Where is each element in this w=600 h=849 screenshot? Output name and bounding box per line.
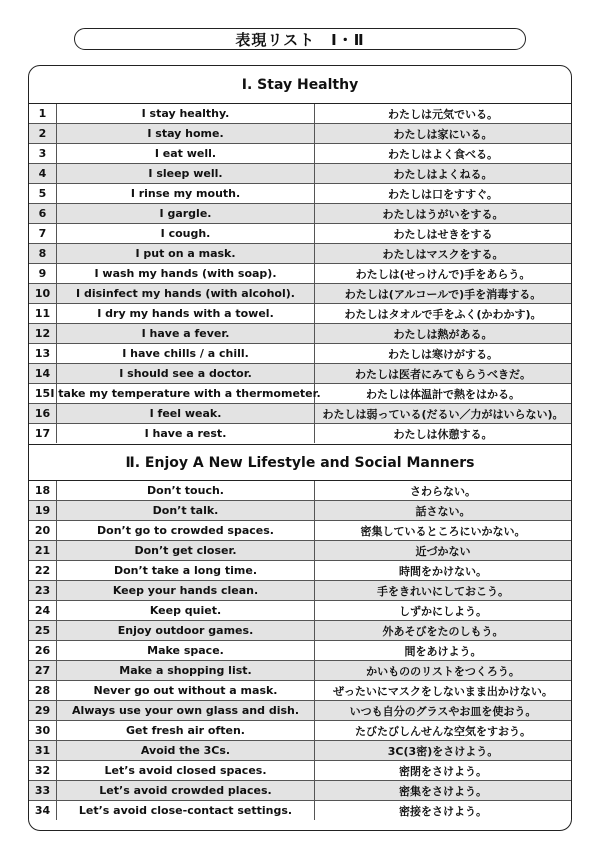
english-phrase: Let’s avoid close-contact settings.	[57, 801, 315, 820]
table-row	[29, 243, 571, 263]
japanese-phrase: さわらない。	[410, 484, 476, 498]
row-number: 23	[29, 581, 57, 600]
japanese-phrase: わたしは熱がある。	[393, 327, 493, 341]
row-number: 20	[29, 521, 57, 540]
table-row	[29, 580, 571, 600]
japanese-phrase: わたしは休憩する。	[393, 427, 493, 441]
row-number: 4	[29, 164, 57, 183]
table-row	[29, 263, 571, 283]
page-title: 表現リスト Ⅰ・Ⅱ	[74, 28, 526, 50]
row-number: 17	[29, 424, 57, 443]
row-number: 2	[29, 124, 57, 143]
japanese-phrase: わたしは元気でいる。	[388, 107, 498, 121]
table-row	[29, 183, 571, 203]
row-number: 22	[29, 561, 57, 580]
table-row	[29, 500, 571, 520]
row-number: 21	[29, 541, 57, 560]
row-number: 12	[29, 324, 57, 343]
english-phrase: Don’t talk.	[57, 501, 315, 520]
japanese-phrase: 密集しているところにいかない。	[360, 524, 526, 538]
english-phrase: I eat well.	[57, 144, 315, 163]
english-phrase: I should see a doctor.	[57, 364, 315, 383]
row-number: 26	[29, 641, 57, 660]
row-number: 25	[29, 621, 57, 640]
japanese-phrase: わたしは(せっけんで)手をあらう。	[355, 267, 531, 281]
english-phrase: Get fresh air often.	[57, 721, 315, 740]
english-phrase: I have chills / a chill.	[57, 344, 315, 363]
row-number: 10	[29, 284, 57, 303]
english-phrase: I stay healthy.	[57, 104, 315, 123]
table-row	[29, 720, 571, 740]
row-number: 6	[29, 204, 57, 223]
japanese-phrase: わたしは寒けがする。	[388, 347, 498, 361]
japanese-phrase: かいもののリストをつくろう。	[366, 664, 520, 678]
table-row	[29, 620, 571, 640]
english-phrase: I stay home.	[57, 124, 315, 143]
english-phrase: I wash my hands (with soap).	[57, 264, 315, 283]
japanese-phrase: 外あそびをたのしもう。	[382, 624, 504, 638]
table-row	[29, 600, 571, 620]
english-phrase: Don’t get closer.	[57, 541, 315, 560]
japanese-phrase: わたしは(アルコールで)手を消毒する。	[344, 287, 542, 301]
japanese-phrase: わたしは口をすすぐ。	[388, 187, 498, 201]
japanese-phrase: わたしは医者にみてもらうべきだ。	[355, 367, 531, 381]
english-phrase: Let’s avoid crowded places.	[57, 781, 315, 800]
row-number: 15	[29, 384, 57, 403]
english-phrase: I dry my hands with a towel.	[57, 304, 315, 323]
table-row	[29, 403, 571, 423]
english-phrase: I have a rest.	[57, 424, 315, 443]
japanese-phrase: ぜったいにマスクをしないまま出かけない。	[333, 684, 553, 698]
table-row	[29, 800, 571, 820]
table-row	[29, 760, 571, 780]
japanese-phrase: わたしは体温計で熱をはかる。	[366, 387, 520, 401]
japanese-phrase: たびたびしんせんな空気をすおう。	[355, 724, 531, 738]
english-phrase: Don’t go to crowded spaces.	[57, 521, 315, 540]
table-row	[29, 740, 571, 760]
english-phrase: Never go out without a mask.	[57, 681, 315, 700]
section-heading-2: Ⅱ. Enjoy A New Lifestyle and Social Manners	[29, 444, 571, 480]
table-row	[29, 323, 571, 343]
section-1-rows	[29, 103, 571, 443]
table-row	[29, 283, 571, 303]
japanese-phrase: わたしはうがいをする。	[382, 207, 504, 221]
english-phrase: Don’t take a long time.	[57, 561, 315, 580]
table-row	[29, 640, 571, 660]
table-row	[29, 520, 571, 540]
row-number: 14	[29, 364, 57, 383]
japanese-phrase: わたしはタオルで手をふく(かわかす)。	[344, 307, 542, 321]
japanese-phrase: 密閉をさけよう。	[399, 764, 487, 778]
japanese-phrase: わたしは家にいる。	[393, 127, 493, 141]
row-number: 16	[29, 404, 57, 423]
row-number: 27	[29, 661, 57, 680]
row-number: 11	[29, 304, 57, 323]
japanese-phrase: わたしはせきをする	[393, 227, 493, 241]
row-number: 29	[29, 701, 57, 720]
english-phrase: I take my temperature with a thermometer.	[57, 384, 315, 403]
row-number: 8	[29, 244, 57, 263]
english-phrase: Always use your own glass and dish.	[57, 701, 315, 720]
english-phrase: I sleep well.	[57, 164, 315, 183]
table-row	[29, 480, 571, 500]
table-row	[29, 660, 571, 680]
table-row	[29, 700, 571, 720]
japanese-phrase: 手をきれいにしておこう。	[377, 584, 509, 598]
table-row	[29, 143, 571, 163]
english-phrase: Keep your hands clean.	[57, 581, 315, 600]
english-phrase: I rinse my mouth.	[57, 184, 315, 203]
table-row	[29, 343, 571, 363]
english-phrase: Keep quiet.	[57, 601, 315, 620]
row-number: 31	[29, 741, 57, 760]
row-number: 24	[29, 601, 57, 620]
table-row	[29, 223, 571, 243]
table-row	[29, 303, 571, 323]
table-row	[29, 423, 571, 443]
row-number: 7	[29, 224, 57, 243]
english-phrase: I gargle.	[57, 204, 315, 223]
japanese-phrase: 間をあけよう。	[404, 644, 482, 658]
english-phrase: I put on a mask.	[57, 244, 315, 263]
japanese-phrase: 密集をさけよう。	[399, 784, 487, 798]
japanese-phrase: 3C(3密)をさけよう。	[387, 744, 499, 758]
row-number: 19	[29, 501, 57, 520]
japanese-phrase: 密接をさけよう。	[399, 804, 487, 818]
row-number: 28	[29, 681, 57, 700]
section-heading-1: Ⅰ. Stay Healthy	[241, 76, 359, 93]
english-phrase: I cough.	[57, 224, 315, 243]
japanese-phrase: いつも自分のグラスやお皿を使おう。	[349, 704, 537, 718]
japanese-phrase: わたしはマスクをする。	[382, 247, 504, 261]
row-number: 13	[29, 344, 57, 363]
english-phrase: I feel weak.	[57, 404, 315, 423]
table-row	[29, 780, 571, 800]
table-row	[29, 123, 571, 143]
row-number: 1	[29, 104, 57, 123]
english-phrase: Don’t touch.	[57, 481, 315, 500]
japanese-phrase: わたしはよく食べる。	[388, 147, 498, 161]
english-phrase: Make space.	[57, 641, 315, 660]
row-number: 32	[29, 761, 57, 780]
english-phrase: I disinfect my hands (with alcohol).	[57, 284, 315, 303]
japanese-phrase: 近づかない	[415, 544, 471, 558]
table-row	[29, 103, 571, 123]
section-2-rows	[29, 480, 571, 820]
english-phrase: Let’s avoid closed spaces.	[57, 761, 315, 780]
row-number: 18	[29, 481, 57, 500]
row-number: 9	[29, 264, 57, 283]
japanese-phrase: 話さない。	[415, 504, 471, 518]
table-row	[29, 363, 571, 383]
row-number: 33	[29, 781, 57, 800]
english-phrase: Make a shopping list.	[57, 661, 315, 680]
row-number: 34	[29, 801, 57, 820]
row-number: 3	[29, 144, 57, 163]
japanese-phrase: わたしは弱っている(だるい／力がはいらない)。	[322, 407, 564, 421]
english-phrase: I have a fever.	[57, 324, 315, 343]
table-row	[29, 383, 571, 403]
japanese-phrase: しずかにしよう。	[399, 604, 487, 618]
expression-list-frame	[28, 65, 572, 831]
row-number: 30	[29, 721, 57, 740]
table-row	[29, 163, 571, 183]
row-number: 5	[29, 184, 57, 203]
japanese-phrase: わたしはよくねる。	[393, 167, 493, 181]
table-row	[29, 680, 571, 700]
table-row	[29, 560, 571, 580]
english-phrase: Avoid the 3Cs.	[57, 741, 315, 760]
english-phrase: Enjoy outdoor games.	[57, 621, 315, 640]
japanese-phrase: 時間をかけない。	[399, 564, 487, 578]
table-row	[29, 540, 571, 560]
table-row	[29, 203, 571, 223]
